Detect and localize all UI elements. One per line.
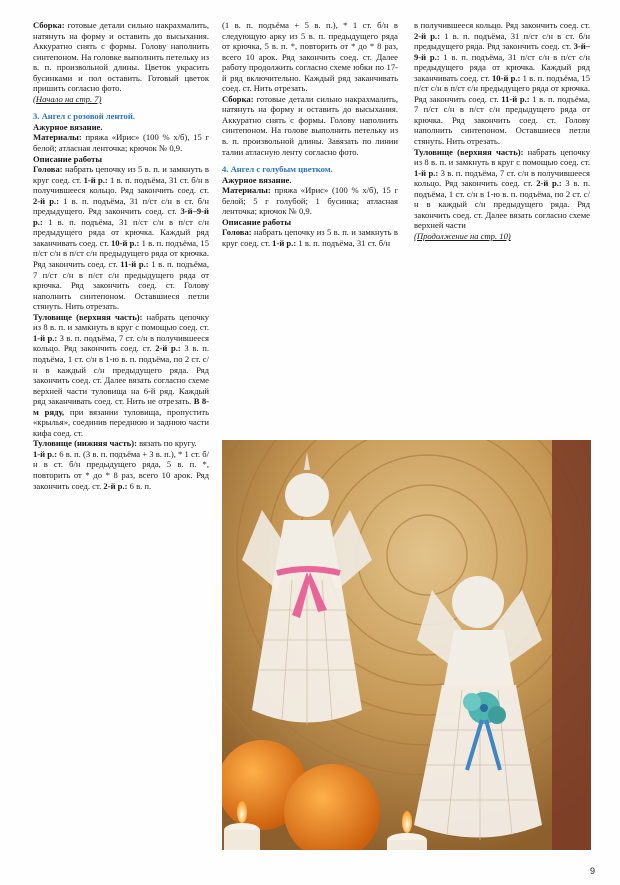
description-heading: Описание работы [222, 216, 292, 227]
paragraph: Сборка: готовые детали сильно накрахмалить, натянуть на форму и оставить до высыхания. Аккуратно снять с формы. Голову наполнить синтепоном. На головке выполнить петельку из в. п. произвольной длины. Цветок украсить бусинками и пол оставить. Готовый цветок пришить согласно фото. [33, 20, 209, 94]
paragraph: 1-й р.: 6 в. п. (3 в. п. подъёма + 3 в. п.), * 1 ст. б/н в ст. б/н предыдущего ряда, 5 в. п. *, повторить от * до * 8 раз, всего 10 арок. Ряд закончить соед. ст. 2-й р.: 6 в. п. [33, 448, 209, 491]
subheading: Ажурное вязание. [33, 121, 103, 132]
page-number: 9 [590, 866, 596, 876]
paragraph: Туловище (верхняя часть): набрать цепочку из 8 в. п. и замкнуть в круг с помощью соед. ст. 1-й р.: 3 в. п. подъёма, 7 ст. с/н в получившееся кольцо. Ряд закончить соед. ст. 2-й р.: 3 в. п. подъёма, 1 ст. с/н в 1-ю в. п. подъёма, по 2 ст. с/н в каждый с/н предыдущего ряда. Ряд закончить соед. ст. Далее вязать согласно схеме верхней части туловища на 6-й ряд. Каждый ряд заканчивать соед. ст. Нить не отрезать. В 8-м ряду, при вязании туловища, пропустить «крылья», соединив переднюю и заднюю части кифа соед. ст. [33, 311, 209, 438]
text-column-2 [222, 20, 398, 425]
paragraph: (1 в. п. подъёма + 5 в. п.), * 1 ст. б/н в следующую арку из 5 в. п. предыдущего ряда от крючка, 5 в. п. *, повторить от * до * 8 раз, всего 10 арок. Ряд закончить соед. ст. Далее работу продолжить согласно схеме юбки по 17-й ряд включительно. Каждый ряд заканчивать соед. ст. Нить отрезать. [222, 20, 398, 94]
paragraph: Сборка: готовые детали сильно накрахмалить, натянуть на форму и оставить до высыхания. Аккуратно снять с формы. Голову наполнить синтепоном. На голове выполнить петельку из в. п. произвольной длины. Завязать по линии талии атласную ленту согласно фото. [222, 93, 398, 157]
description-heading: Описание работы [33, 153, 103, 164]
angels-photo [222, 440, 591, 850]
subheading: Ажурное вязание. [222, 174, 292, 185]
section-heading-3: 3. Ангел с розовой лентой. [33, 111, 135, 122]
red-cloth [552, 440, 591, 850]
materials: Материалы: пряжа «Ирис» (100 % х/б), 15 г белой; атласная ленточка; крючок № 0,9. [33, 132, 209, 154]
paragraph: Туловище (верхняя часть): набрать цепочку из 8 в. п. и замкнуть в круг с помощью соед. ст. 1-й р.: 3 в. п. подъёма, 7 ст. с/н в получившееся кольцо. Ряд закончить соед. ст. 2-й р.: 3 в. п. подъёма, 1 ст. с/н в 1-ю в. п. подъёма, по 2 ст. с/н в каждый с/н предыдущего ряда. Ряд закончить соед. ст. Далее вязать согласно схеме верхней части [414, 146, 590, 231]
materials: Материалы: пряжа «Ирис» (100 % х/б), 15 г белой; 5 г голубой; 1 бусинка; атласная ленточка; крючок № 0,9. [222, 185, 398, 217]
photo-illustration [222, 440, 591, 850]
continued-on-link[interactable]: (Продолжение на стр. 10) [414, 230, 511, 241]
paragraph: Туловище (нижняя часть): вязать по кругу. [33, 438, 197, 449]
text-column-3 [414, 20, 590, 425]
text-column-1 [33, 20, 209, 855]
paragraph: в получившееся кольцо. Ряд закончить соед. ст. 2-й р.: 1 в. п. подъёма, 31 п/ст с/н в ст. б/н предыдущего ряда. Ряд закончить соед. ст. 3-й–9-й р.: 1 в. п. подъёма, 31 п/ст с/н в п/ст с/н предыдущего ряда от крючка. Каждый ряд заканчивать соед. ст. 10-й р.: 1 в. п. подъёма, 15 п/ст с/н в п/ст с/н предыдущего ряда от крючка. Ряд закончить соед. ст. 11-й р.: 1 в. п. подъёма, 7 п/ст с/н в п/ст с/н предыдущего ряда от крючка. Ряд закончить соед. ст. Голову наполнить синтепоном. Оставшиеся петли стянуть. Нить отрезать. [414, 20, 591, 147]
section-heading-4: 4. Ангел с голубым цветком. [222, 164, 333, 175]
paragraph: Голова: набрать цепочку из 5 в. п. и замкнуть в круг соед. ст. 1-й р.: 1 в. п. подъёма, 31 ст. б/н [222, 227, 398, 248]
paragraph: Голова: набрать цепочку из 5 в. п. и замкнуть в круг соед. ст. 1-й р.: 1 в. п. подъёма, 31 ст. б/н в получившееся кольцо. Ряд закончить соед. ст. 2-й р.: 1 в. п. подъёма, 31 п/ст с/н в ст. б/н предыдущего. Ряд закончить соед. ст. 3-й–9-й р.: 1 в. п. подъёма, 31 п/ст с/н в п/ст с/н предыдущего ряда от крючка. Каждый ряд заканчивать соед. ст. 10-й р.: 1 в. п. подъёма, 15 п/ст с/н в п/ст с/н предыдущего ряда от крючка. Ряд закончить соед. ст. 11-й р.: 1 в. п. подъёма, 7 п/ст с/н в п/ст с/н предыдущего ряда от крючка. Ряд закончить соед. ст. Голову наполнить синтепоном. Оставшиеся петли стянуть. Нить отрезать. [33, 164, 210, 312]
continued-from-link[interactable]: (Начало на стр. 7) [33, 93, 102, 104]
